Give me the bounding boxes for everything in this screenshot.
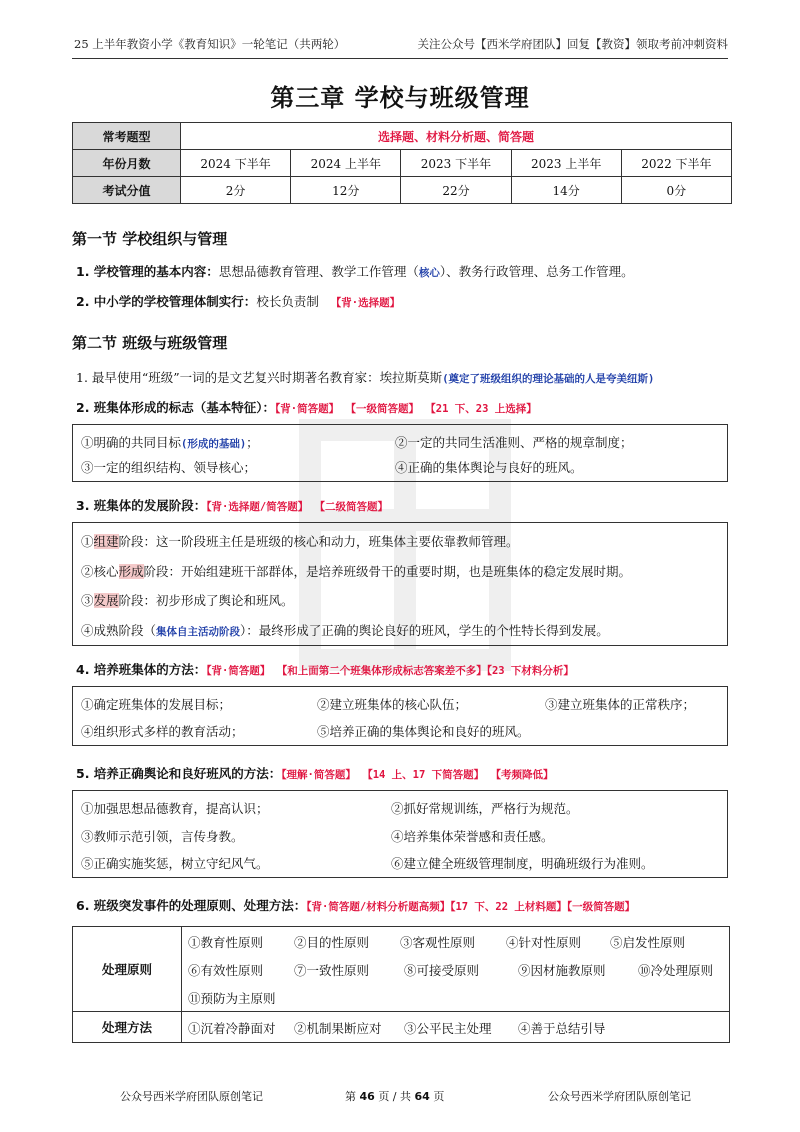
principle: ①教育性原则: [188, 935, 264, 950]
current-page: 46: [359, 1090, 375, 1103]
footer-left: 公众号西米学府团队原创笔记: [120, 1090, 263, 1103]
exam-info-table: [72, 122, 732, 204]
stage-4: ④成熟阶段（集体自主活动阶段）：最终形成了正确的舆论良好的班风，学生的个性特长得到发展。: [81, 623, 609, 638]
principle: ⑥有效性原则: [188, 963, 264, 978]
tag: 【背·选择题】: [330, 297, 401, 309]
score-cell: 12分: [291, 177, 401, 204]
table-row: [73, 150, 732, 177]
section2-item2: [76, 398, 537, 416]
principle: ⑪预防为主原则: [188, 991, 276, 1006]
item-label: 2. 中小学的学校管理体制实行：: [76, 294, 257, 309]
header-left: 25 上半年教资小学《教育知识》一轮笔记（共两轮）: [74, 37, 346, 51]
item-label: 5. 培养正确舆论和良好班风的方法：: [76, 766, 282, 781]
table-row: [73, 177, 732, 204]
stage-3: ③发展阶段：初步形成了舆论和班风。: [81, 593, 294, 608]
section2-item1: [76, 368, 654, 386]
item-text: ）、教务行政管理、总务工作管理。: [439, 264, 634, 279]
sign-2: ②一定的共同生活准则、严格的规章制度；: [395, 435, 633, 450]
tag: 【背·简答题】 【和上面第二个班集体形成标志答案差不多】【23 下材料分析】: [206, 665, 574, 677]
total-pages: 64: [414, 1090, 430, 1103]
section2-item6: [76, 896, 635, 914]
principle: ④针对性原则: [506, 935, 582, 950]
method: ②机制果断应对: [294, 1021, 382, 1036]
principles-cell: [182, 927, 730, 1012]
item-label: 2. 班集体形成的标志（基本特征）：: [76, 400, 276, 415]
row-label-question-types: 常考题型: [73, 123, 181, 150]
principles-label: 处理原则: [73, 927, 182, 1012]
methods-label: 处理方法: [73, 1012, 182, 1043]
section2-item5: [76, 764, 553, 782]
method-1: ①加强思想品德教育，提高认识；: [81, 801, 269, 816]
emergency-handling-table: [72, 926, 730, 1043]
development-stages-box: [72, 522, 728, 646]
item-text: 校长负责制: [256, 294, 319, 309]
table-row: [73, 927, 730, 1012]
score-cell: 22分: [401, 177, 511, 204]
method: ①沉着冷静面对: [188, 1021, 276, 1036]
principle: ⑧可接受原则: [404, 963, 480, 978]
method: ③公平民主处理: [404, 1021, 492, 1036]
header-right: 关注公众号【西米学府团队】回复【教资】领取考前冲刺资料: [417, 37, 728, 51]
page-number: 第 46 页 / 共 64 页: [345, 1090, 445, 1103]
section2-item3: [76, 496, 388, 514]
method-1: ①确定班集体的发展目标；: [81, 697, 232, 712]
header-divider: [72, 58, 728, 59]
year-cell: 2022 下半年: [621, 150, 731, 177]
tag: 【理解·简答题】 【14 上、17 下简答题】 【考频降低】: [281, 769, 554, 781]
note: (奠定了班级组织的理论基础的人是夸美纽斯): [442, 373, 655, 385]
principle: ⑨因材施教原则: [518, 963, 606, 978]
footer-right: 公众号西米学府团队原创笔记: [548, 1090, 691, 1103]
tag: 【背·选择题/简答题】 【二级简答题】: [206, 501, 389, 513]
sign-3: ③一定的组织结构、领导核心；: [81, 460, 257, 475]
principle: ⑤启发性原则: [610, 935, 686, 950]
item-text: 思想品德教育管理、教学工作管理（: [218, 264, 419, 279]
method-3: ③教师示范引领，言传身教。: [81, 829, 244, 844]
year-cell: 2024 下半年: [181, 150, 291, 177]
method-3: ③建立班集体的正常秩序；: [545, 697, 696, 712]
table-row: [73, 1012, 730, 1043]
row-label-scores: 考试分值: [73, 177, 181, 204]
stage-1: ①组建阶段：这一阶段班主任是班级的核心和动力，班集体主要依靠教师管理。: [81, 534, 519, 549]
principle: ⑩冷处理原则: [638, 963, 714, 978]
item-label: 3. 班集体的发展阶段：: [76, 498, 207, 513]
item-label: 1. 学校管理的基本内容：: [76, 264, 219, 279]
method-4: ④组织形式多样的教育活动；: [81, 724, 244, 739]
method-2: ②建立班集体的核心队伍；: [317, 697, 468, 712]
method-2: ②抓好常规训练，严格行为规范。: [391, 801, 579, 816]
section1-item1: [76, 262, 634, 280]
item-label: 6. 班级突发事件的处理原则、处理方法：: [76, 898, 307, 913]
methods-cell: [182, 1012, 730, 1043]
class-collective-signs-box: [72, 424, 728, 482]
cultivation-methods-box: [72, 686, 728, 746]
item-label: 4. 培养班集体的方法：: [76, 662, 207, 677]
section1-title: 第一节 学校组织与管理: [72, 230, 228, 248]
sign-1: ①明确的共同目标(形成的基础)；: [81, 435, 259, 450]
year-cell: 2024 上半年: [291, 150, 401, 177]
principle: ③客观性原则: [400, 935, 476, 950]
sign-4: ④正确的集体舆论与良好的班风。: [395, 460, 583, 475]
chapter-title: 第三章 学校与班级管理: [270, 84, 530, 112]
item-text: 1. 最早使用“班级”一词的是文艺复兴时期著名教育家：埃拉斯莫斯: [76, 370, 443, 385]
core-note: 核心: [418, 267, 440, 279]
year-cell: 2023 上半年: [511, 150, 621, 177]
section2-title: 第二节 班级与班级管理: [72, 334, 228, 352]
row-label-years: 年份月数: [73, 150, 181, 177]
section1-item2: [76, 292, 400, 310]
method-5: ⑤正确实施奖惩，树立守纪风气。: [81, 856, 269, 871]
public-opinion-methods-box: [72, 790, 728, 878]
tag: 【背·简答题】 【一级简答题】 【21 下、23 上选择】: [275, 403, 537, 415]
year-cell: 2023 下半年: [401, 150, 511, 177]
method-4: ④培养集体荣誉感和责任感。: [391, 829, 554, 844]
stage-2: ②核心形成阶段：开始组建班干部群体，是培养班级骨干的重要时期，也是班集体的稳定发展时期。: [81, 564, 632, 579]
section2-item4: [76, 660, 574, 678]
question-types: 选择题、材料分析题、简答题: [181, 123, 732, 150]
method: ④善于总结引导: [518, 1021, 606, 1036]
method-5: ⑤培养正确的集体舆论和良好的班风。: [317, 724, 530, 739]
score-cell: 0分: [621, 177, 731, 204]
score-cell: 2分: [181, 177, 291, 204]
principle: ②目的性原则: [294, 935, 370, 950]
principle: ⑦一致性原则: [294, 963, 370, 978]
score-cell: 14分: [511, 177, 621, 204]
table-row: [73, 123, 732, 150]
method-6: ⑥建立健全班级管理制度，明确班级行为准则。: [391, 856, 654, 871]
tag: 【背·简答题/材料分析题高频】【17 下、22 上材料题】【一级简答题】: [306, 901, 636, 913]
